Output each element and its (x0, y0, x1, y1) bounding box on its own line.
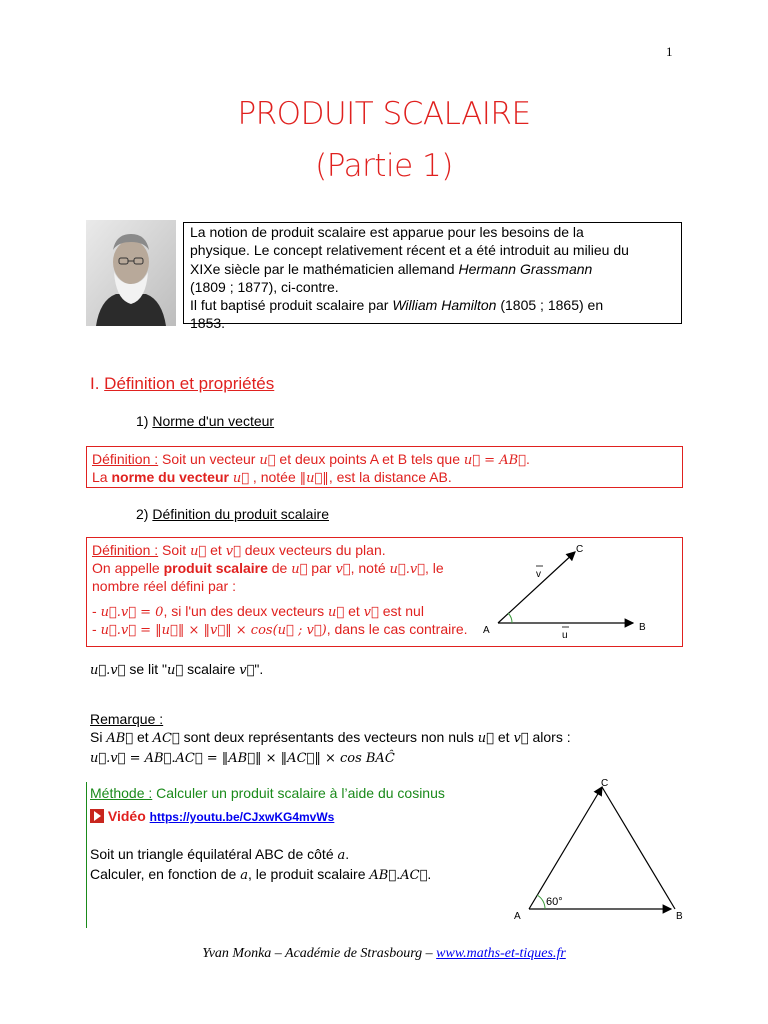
definition-text: par (307, 560, 336, 576)
text: scalaire (183, 661, 240, 677)
math: AB⃗ (106, 731, 134, 746)
footer-link[interactable]: www.maths-et-tiques.fr (436, 946, 566, 961)
video-line (90, 808, 334, 824)
math: u⃗ (259, 453, 276, 468)
definition-text: , est la distance AB. (328, 469, 452, 485)
text: Soit un triangle équilatéral ABC de côté (90, 846, 338, 862)
vector-label-v: v (536, 569, 541, 580)
text: et (133, 729, 153, 745)
math: u⃗ (291, 562, 308, 577)
text: et (493, 729, 514, 745)
definition-text: , si l'un des deux vecteurs (163, 603, 328, 619)
definition-text: nombre réel défini par : (92, 578, 236, 594)
triangle-figure (505, 774, 695, 924)
point-label-a: A (514, 911, 521, 922)
math: u⃗.v⃗ = ‖u⃗‖ × ‖v⃗‖ × cos(u⃗ ; v⃗) (100, 623, 327, 638)
definition-text: La (92, 469, 112, 485)
math: ‖u⃗‖ (299, 471, 329, 486)
subsection-number: 2) (136, 506, 153, 522)
definition-bold: produit scalaire (163, 560, 268, 576)
page-subtitle: (Partie 1) (315, 148, 453, 184)
vector-label-u: u (562, 630, 568, 641)
definition-text: et deux points A et B tels que (275, 451, 464, 467)
section-heading (90, 374, 274, 394)
definition-text: , dans le cas contraire. (326, 621, 468, 637)
math: u⃗.v⃗ (389, 562, 425, 577)
method-label: Méthode : (90, 785, 153, 801)
subsection-heading (136, 506, 329, 522)
math: u⃗ (477, 731, 494, 746)
definition-text: Soit un vecteur (158, 451, 260, 467)
text: Si (90, 729, 107, 745)
vector-v-line (498, 552, 575, 623)
intro-text: Il fut baptisé produit scalaire par (190, 297, 393, 314)
method-statement (90, 845, 431, 885)
intro-text: (1805 ; 1865) en (496, 297, 604, 314)
intro-text: XIXe siècle par le mathématicien allemand (190, 260, 459, 277)
math: v⃗ (363, 605, 379, 620)
subsection-label: Norme d'un vecteur (152, 413, 275, 429)
text: . (345, 846, 350, 862)
text: . (427, 866, 432, 882)
page-title: PRODUIT SCALAIRE (237, 96, 531, 132)
math: u⃗ (167, 663, 184, 678)
section-label: Définition et propriétés (104, 374, 275, 393)
math: u⃗ (232, 471, 250, 486)
definition-text: , notée (249, 469, 300, 485)
method-heading (90, 784, 445, 802)
math: a (337, 848, 346, 863)
page-number: 1 (666, 44, 673, 59)
remark-label: Remarque : (90, 711, 164, 727)
point-label-c: C (601, 778, 609, 789)
point-label-a: A (483, 625, 490, 636)
method-title: Calculer un produit scalaire à l’aide du cosinus (152, 785, 445, 801)
intro-name: William Hamilton (392, 297, 497, 314)
definition-text: , le (424, 560, 444, 576)
math: u⃗.v⃗ (90, 663, 126, 678)
definition-text: deux vecteurs du plan. (240, 542, 386, 558)
point-label-b: B (676, 911, 683, 922)
footer (0, 946, 768, 962)
definition-box-norm (86, 446, 683, 488)
subsection-number: 1) (136, 413, 153, 429)
math: AB⃗.AC⃗ (369, 868, 428, 883)
method-margin-bar (86, 782, 87, 928)
intro-text: La notion de produit scalaire est apparue pour les besoins de la (190, 224, 584, 240)
math: AC⃗ (152, 731, 180, 746)
math: v⃗ (335, 562, 351, 577)
math: u⃗ = AB⃗ (463, 453, 526, 468)
point-label-c: C (576, 544, 584, 555)
bullet: - (92, 603, 101, 619)
math: u⃗.v⃗ = 0 (100, 605, 164, 620)
video-link[interactable]: https://youtu.be/CJxwKG4mvWs (149, 810, 335, 824)
math: v⃗ (239, 663, 255, 678)
intro-name: Hermann Grassmann (458, 260, 593, 277)
math: u⃗ (328, 605, 345, 620)
definition-label: Définition : (92, 542, 159, 558)
bullet: - (92, 621, 101, 637)
side-bc (602, 787, 675, 909)
intro-text: 1853. (190, 315, 226, 332)
text: , le produit scalaire (247, 866, 370, 882)
footer-text: Yvan Monka – Académie de Strasbourg – (202, 946, 437, 961)
point-label-b: B (639, 622, 646, 633)
angle-arc (537, 895, 545, 909)
text: sont deux représentants des vecteurs non nuls (179, 729, 478, 745)
text: alors : (528, 729, 571, 745)
definition-text: de (267, 560, 292, 576)
definition-text: Soit (158, 542, 191, 558)
math: u⃗ (190, 544, 207, 559)
definition-text: . (525, 451, 530, 467)
video-label: Vidéo (107, 808, 146, 824)
play-icon[interactable] (90, 809, 104, 823)
remark-block (90, 710, 571, 768)
angle-arc (508, 613, 512, 623)
side-ac (529, 787, 602, 909)
definition-text: et (206, 542, 226, 558)
math: v⃗ (513, 731, 529, 746)
section-number: I. (90, 374, 105, 393)
portrait-image (86, 220, 176, 326)
math-equation: u⃗.v⃗ = AB⃗.AC⃗ = ‖AB⃗‖ × ‖AC⃗‖ × cos BAĈ (90, 751, 395, 766)
math: a (240, 868, 248, 883)
definition-bold: norme du vecteur (111, 469, 229, 485)
math: v⃗ (225, 544, 241, 559)
definition-text: On appelle (92, 560, 164, 576)
text: se lit " (125, 661, 167, 677)
angle-label: 60° (546, 896, 563, 908)
text: ". (254, 661, 264, 677)
text: Calculer, en fonction de (90, 866, 241, 882)
read-as-text (90, 660, 263, 680)
definition-text: , noté (350, 560, 390, 576)
definition-label: Définition : (92, 451, 159, 467)
subsection-label: Définition du produit scalaire (152, 506, 329, 522)
vector-figure (470, 535, 670, 645)
intro-box (183, 222, 682, 332)
intro-text: (1809 ; 1877), ci-contre. (190, 278, 339, 295)
intro-text: physique. Le concept relativement récent et a été introduit au milieu du (190, 242, 629, 259)
subsection-heading (136, 413, 274, 429)
definition-text: est nul (378, 603, 424, 619)
definition-text: et (344, 603, 364, 619)
